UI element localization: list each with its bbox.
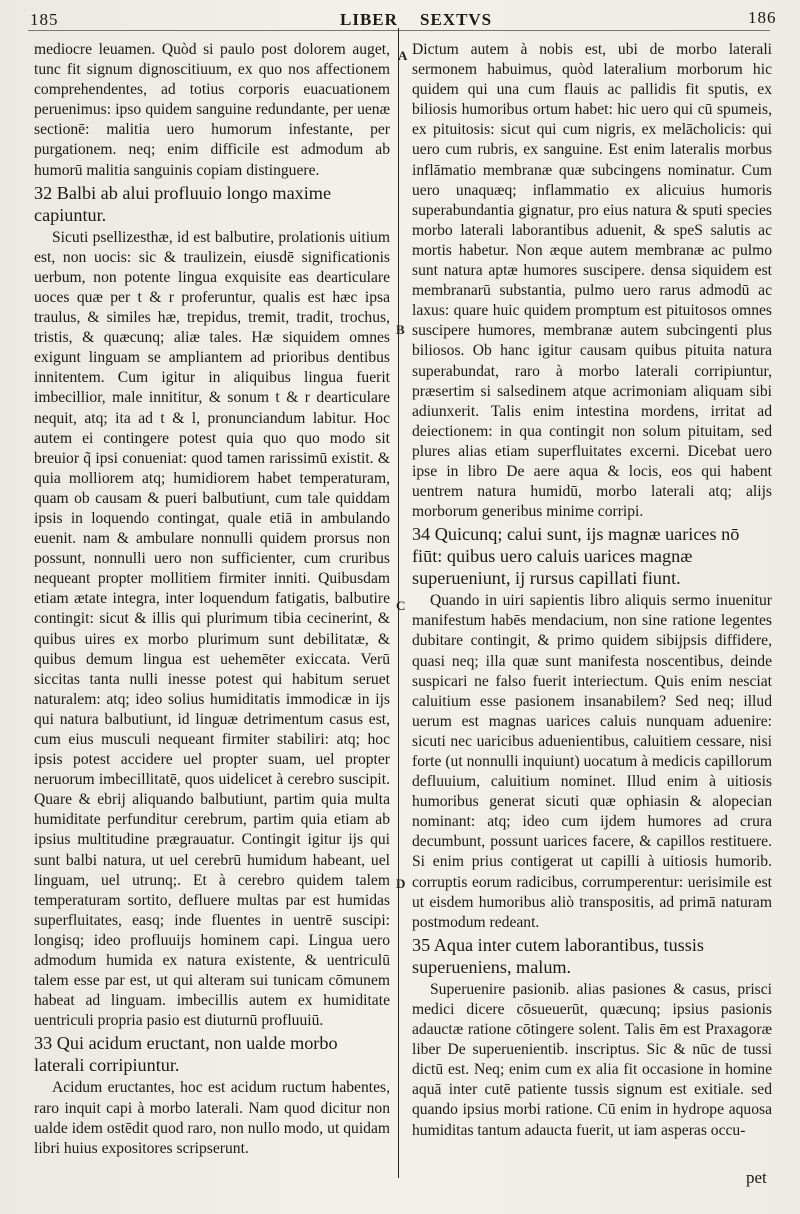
header-rule	[28, 30, 770, 31]
commentary-34: Quando in uiri sapientis libro aliquis sermo inuenitur manifestum habēs mendacium, non sine ratione legentes dubitare contingit, & primo quidem sibijpsis diffidere, quasi neq; illa quæ sunt manifesta noscentibus, deinde suspicari ne falso fuerit interiectum. Quis enim nesciat caluitium esse pasionem insanabilem? Sed neq; illud uerum est magnas uarices caluis nunquam aduenire: sicuti nec uaricibus aduenientibus, caluitiem cessare, nisi forte (ut nonnulli inquiunt) uocatum à medicis capillorum defluuium, caluitium nominet. Illud enim à uitiosis humoribus generat sicuti quæ ophiasin & alopecian nominant: atq; ideo cum ijdem humores ad crura decumbunt, possunt uarices facere, & capillos restituere. Si enim prius contigerat ut capilli à uitiosis humorib. corruptis eorum radicibus, corrumperentur: uerisimile est ut eisdem humoribus aliò transpositis, ad primā naturam postmodum redeant.	[412, 592, 772, 931]
right-column	[412, 40, 772, 1141]
margin-letter-d: D	[396, 876, 406, 891]
commentary-33-continued: Dictum autem à nobis est, ubi de morbo laterali sermonem habuimus, quòd lateralium morborum hic quidem qui una cum flauis ac pallidis fit sputis, ex biliosis humoribus ortum habet: hic uero qui cū spumeis, ex pituitosis: sicut qui cum nigris, ex melācholicis: qui uero cum rubris, ex sanguine. Est enim lateralis morbus inflāmatio membranæ quæ subcingens nominatur. Cum uero unaquæq; inflammatio ex alicuius humoris superabundantia gignatur, pro eius natura & sputi species morbo laterali laborantibus aduenit, & speS salutis ac mortis habetur. Non æque autem membranæ ac pulmo sunt natura aptæ humores suscipere. densa siquidem est membranarū substantia, pulmo uero rarus admodū ac laxus: quare huic quidem promptum est pituitosos omnes suscipere humores, membranæ autem subcingenti plus biliosos. Ob hanc igitur causam quibus pituita natura superabundat, raro à morbo laterali corripiuntur, præsertim si salsedinem atque acrimoniam aliquam sibi adiunxerit. Talis enim intestina mordens, irritat ad deiectionem: in qua contingit non solum pituitam, sed plures alias etiam superfluitates excerni. Dicebat uero ipse in libro De aere aqua & locis, eos qui habent uentrem natura humidū, morbo laterali atq; alijs morborum generibus minime corripi.	[412, 41, 772, 521]
margin-letter-b: B	[396, 322, 405, 337]
margin-letter-c: C	[396, 598, 406, 613]
margin-letter-a: A	[398, 48, 408, 63]
running-title-left: LIBER	[340, 10, 398, 29]
left-column	[34, 40, 390, 1159]
running-title-right: SEXTVS	[420, 10, 493, 29]
catchword: pet	[746, 1168, 767, 1187]
aphorism-heading-35: 35 Aqua inter cutem laborantibus, tussis superueniens, malum.	[412, 934, 704, 977]
aphorism-heading-33: 33 Qui acidum eructant, non ualde morbo laterali corripiuntur.	[34, 1033, 338, 1076]
page-number-left: 185	[30, 10, 59, 29]
commentary-33: Acidum eructantes, hoc est acidum ructum habentes, raro inquit capi à morbo laterali. Nam quod dicitur non ualde idem ostēdit quod raro, non nullo modo, ut quidam libri huius expositores scripserunt.	[34, 1079, 390, 1157]
commentary-35: Superuenire pasionib. alias pasiones & casus, prisci medici dicere cōsueuerūt, quæcunq; ipsius pasionis adauctæ ratione cōtingere solent. Talis ēm est Praxagoræ liber De superuenientib. inscriptus. Sic & nūc de tussi dictū est. Neq; enim cum ex alia fit occasione in homine aquā inter cutē patiente tussis signum est exitiale. sed quando ipsius morbi ratione. Cū enim in hydrope aquosa humiditas tantum adaucta fuerit, ut iam asperas occu-	[412, 980, 772, 1139]
paragraph-intro: mediocre leuamen. Quòd si paulo post dolorem auget, tunc fit signum dignoscitiuum, ex quo nos affectionem comprehendentes, ad totius corporis euacuationem peruenimus: ipso quidem sanguine redundante, per uenæ sectionē: malitia uero humorum infestante, per purgationem. neq; enim difficile est admodum ab humorū malitia sanguinis copiam distinguere.	[34, 41, 390, 179]
commentary-32: Sicuti psellizesthæ, id est balbutire, prolationis uitium est, non uocis: sic & traulizein, eiusdē significationis uerbum, non potente lingua exquisite eas dearticulare uoces quæ per t & r proferuntur, qualis est hæc ipsa traulus, & similes hæ, trepidus, tremit, tradit, trochus, tristis, & quæcunq; aliæ tales. Hæ siquidem omnes exigunt linguam se ampliantem ad prioribus dentibus innitentem. Cum igitur in aliquibus lingua fuerit imbecillior, male innititur, & sonum t & r dearticulare nequit, atq; ita ad t & l, pronunciandum labitur. Hoc autem ei contingere potest quia quo quo modo sit breuior q̃ ipsi conueniat: quod tamen rarissimū existit. & quia molliorem atq; humidiorem habet temperaturam, quam ob causam & pueri balbutiunt, cum tale quiddam ipsis in loquendo contingat, quale etiā in ambulando euenit. nam & ambulare nonnulli quidem prorsus non possunt, nonnulli uero non sufficienter, cum cruribus nequeant propter mollitiem firmiter inniti. Quibusdam etiam ætate integra, inter loquendum fatigatis, balbutire contingit: sicut & illis qui plurimum tibia cecinerint, & quibus uires ex morbo plurimum sunt debilitatæ, & quibus demum lingua est uehemēter exiccata. Verū siccitas tanta nulli inesse potest qui habitum seruet naturalem: atq; ideo solius humiditatis immodicæ in ijs qui natura balbutiunt, id linguæ detrimentum casus est, cum eius musculi nequeant firmiter stabiliri: atq; hoc ipsis potest accidere uel propter suam, uel propter neruorum imbecillitatē, quos uidelicet à cerebro suscipit. Quare & ebrij aliquando balbutiunt, partim quia multa humiditate perfunditur cerebrum, partim quia etiam ab ipsius multitudine prægrauatur. Contingit igitur ijs qui sunt balbi natura, ut uel cerebrū humidum habeant, uel linguam, uel utrunq;. Et à cerebro quidem talem temperaturam sortito, defluere multas par est humidas superfluitates, easq; inde fluentes in uentrē suscipi: longisq; ideo profluuijs hominem capi. Lingua uero admodum humida ex natura existente, & uentriculū talem esse par est, ut qui alteram sui tunicam cōmunem habeat ad linguam. imbecillis autem ex humiditate uentriculi propria pasio est diuturnū profluuiū.	[34, 228, 390, 1030]
aphorism-heading-34: 34 Quicunq; calui sunt, ijs magnæ uarices nō fiūt: quibus uero caluis uarices magnæ superueniunt, ij rursus capillati fiunt.	[412, 524, 740, 589]
aphorism-heading-32: 32 Balbi ab alui profluuio longo maxime capiuntur.	[34, 182, 332, 225]
page-number-right: 186	[748, 8, 777, 27]
